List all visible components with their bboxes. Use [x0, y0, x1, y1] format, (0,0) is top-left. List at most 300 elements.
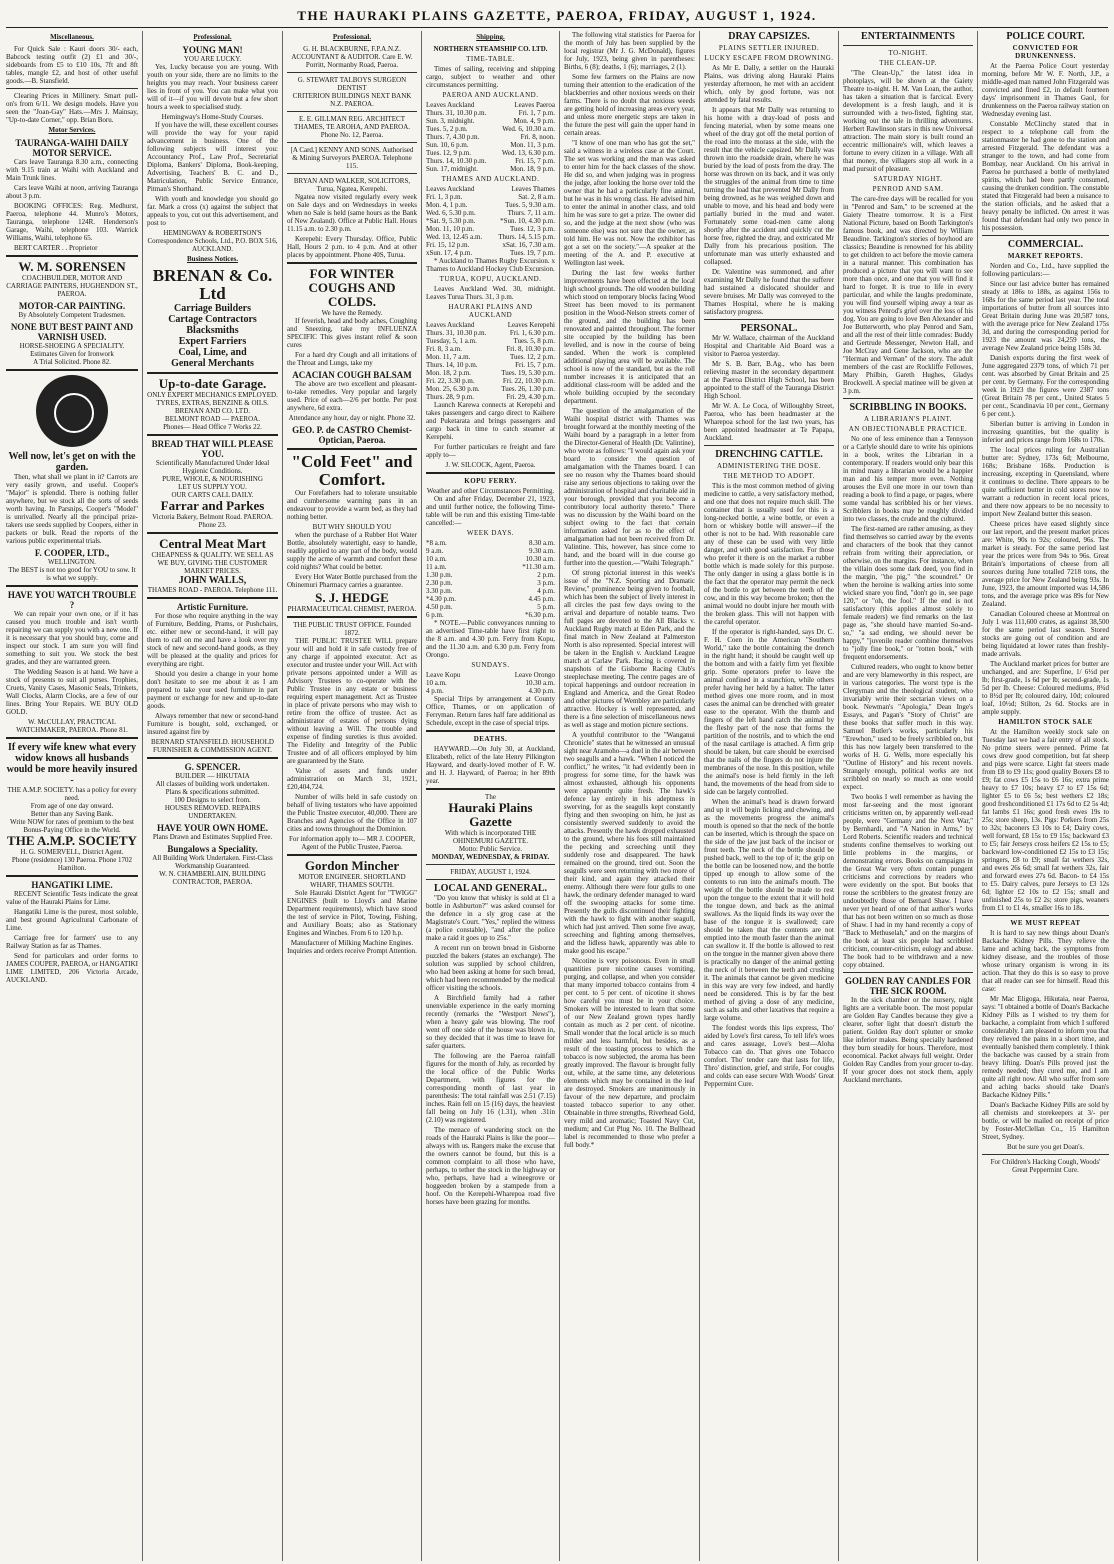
- ad-text: Special Trips by arrangement at County Office, Thames, or on application of Ferryman. Return fares half fare additional as Schedule, except in the case of special trips.: [426, 695, 555, 727]
- timetable-cell: Leaves Paeroa: [514, 101, 555, 109]
- timetable-cell: Tues. 26, 1.30 p.m.: [501, 385, 555, 393]
- ad-text: THAMES ROAD - PAEROA. Telephone 111.: [147, 586, 278, 594]
- ad-title: F. COOPER, LTD.,: [34, 548, 110, 558]
- timetable-cell: Thurs. 28, 9 p.m.: [426, 393, 475, 401]
- article-subhead: PENROD AND SAM.: [872, 185, 944, 193]
- timetable-row: [426, 141, 555, 149]
- ad-title: HANGATIKI LIME.: [31, 880, 113, 890]
- timetable-cell: Thurs. 14, 5.15 p.m.: [498, 233, 555, 241]
- ad-text: Inquiries and orders receive Prompt Attention.: [287, 947, 417, 955]
- ad-text: BUILDER — HIKUTAIA: [175, 772, 250, 780]
- timetable-cell: Tues. 5, 2 p.m.: [426, 125, 468, 133]
- ad-text: For further particulars re freight and fare apply to—: [426, 443, 555, 459]
- ad-text: LET US SUPPLY YOU.: [178, 483, 247, 491]
- timetable-cell: Wed. 13, 6.30 p.m.: [501, 149, 555, 157]
- article-text: For Children's Hacking Cough, Woods' Great Peppermint Cure.: [990, 1158, 1101, 1174]
- ad-text: BUT WHY SHOULD YOU: [312, 523, 392, 531]
- ad-text: PURE, WHOLE, & NOURISHING: [162, 475, 263, 483]
- column-2: [147, 31, 278, 1561]
- article-headline: PERSONAL.: [740, 323, 798, 334]
- ad-text: With youth and knowledge you should go far. Mark a cross (x) against the subject that appeals to you, cut out this advertisement, and post to: [147, 195, 278, 227]
- timetable-cell: *8 a.m.: [426, 539, 447, 547]
- classified-ad: For Quick Sale : Kauri doors 30/- each, Babcock testing outfit (2) £1 and 30/-, sideboards from £5 to £10 10s, 7ft and 8ft tables, mangle £2, and host of other useful goods.—B. Stansfield.: [6, 45, 138, 85]
- timetable-row: [426, 679, 555, 687]
- section-heading: Professional.: [332, 33, 372, 41]
- ad-text: Ngatea now visited regularly every week on Sale days and on Wednesdays in weeks when no Sale is held (same hours as the Bank of New Zealand). Office at Public Hall. Hours 11.15 a.m. to 2.30 p.m.: [287, 193, 417, 233]
- ad-text: MOTOR ENGINEER. SHORTLAND WHARF, THAMES SOUTH.: [298, 873, 406, 889]
- timetable-cell: *6.30 p.m.: [525, 611, 555, 619]
- timetable-cell: 1.30 p.m.: [426, 571, 453, 579]
- timetable-cell: 6 p.m.: [426, 611, 444, 619]
- ad-text: BRENAN AND CO. LTD.: [175, 407, 250, 415]
- article-text: The following vital statistics for Paeroa for the month of July has been supplied by the local registrar (Mr J. G. McDonald), figures for July, 1923, being given in parentheses: Births, 6 (8); deaths, 1 (6); marriages, 2 (1).: [564, 31, 695, 71]
- article-text: Mr S. B. Barr, B.Ag., who has been relieving master in the secondary department at the Paeroa District High School, has been appointed to the staff of the Tauranga District High School.: [704, 360, 834, 400]
- ad-text: TYRES, EXTRAS, BENZINE & OILS.: [156, 399, 269, 407]
- ad-text: * Auckland to Thames Rugby Excursion. x Thames to Auckland Hockey Club Excursion.: [426, 257, 555, 273]
- ad-text: Attendance any hour, day or night. Phone 32.: [288, 414, 416, 422]
- ad-text: Kerepehi: Every Thursday. Office, Public Hall, Hours 2 p.m. to 4 p.m. And at other places by appointment. Phone 40S, Turua.: [287, 235, 417, 259]
- ad-text: Coal, Lime, and: [178, 347, 247, 358]
- section-heading: Motor Services.: [48, 126, 96, 134]
- column-rule: [699, 31, 700, 1561]
- timetable-row: [426, 241, 555, 249]
- article-text: Norden and Co., Ltd., have supplied the following particulars:—: [982, 262, 1109, 278]
- timetable-row: [426, 579, 555, 587]
- timetable-cell: 2 p.m.: [537, 571, 555, 579]
- timetable: [426, 101, 555, 173]
- timetable-cell: Fri. 1, 6.30 p.m.: [509, 329, 555, 337]
- ad-text: W. N. CHAMBERLAIN, BUILDING CONTRACTOR, PAEROA.: [159, 870, 266, 886]
- ad-text: Our Forefathers had to tolerate unsuitable and cumbersome warming pans in an endeavour to provide a warm bed, as they had nothing better.: [287, 489, 417, 521]
- ad-title: NORTHERN STEAMSHIP CO. LTD.: [433, 45, 548, 53]
- ad-text: Cars leave Waihi at noon, arriving Tauranga about 3 p.m.: [6, 184, 138, 200]
- article-text: The first-named are rather amusing, as they find themselves so carried away by the events and characters of the book that they cannot refrain from writing their appreciation, or otherwise, on the margins. For instance, when the villain does some dark deed, you find in the margin, "the pig," "the scoundrel." Or when the heroine is walking arties into some wicked snare you find, "don't go in, see page 120," or "oh, the fool." If the end is not satisfactory (this applies almost solely to female readers) we find remarks on the last page as, "she should have married So-and-so," "a sad ending, we should never be happy," "juvenile reader combine themselves to "jolly fine book," or "rotten book," with frequent endorsements.: [843, 525, 973, 661]
- ad-text: A Trial Solicited. Phone 82.: [33, 358, 111, 366]
- ad-title: Gordon Mincher: [304, 858, 400, 873]
- timetable-row: [426, 149, 555, 157]
- timetable-row: [426, 345, 555, 353]
- ad-text: If you have the will, these excellent courses will provide the way for your rapid advancement in business. One of the following subjects will interest you: Accountancy Prof., Law Prof., Secretarial Diploma, Bankers' Diploma, Book-keeping, Advertising, Teachers' B. C. and D., Matriculation, Public Service Entrance, Pitman's Shorthand.: [147, 121, 278, 193]
- article-text: The local prices ruling for Australian butter are: Sydney, 173s 6d; Melbourne, 168s; Brisbane 168s. Production is increasing, excepting in Queensland, where it continues to decline. There appears to be quite sufficient butter in cold stores now to warrant a reduction in recent local prices, and there now appears to be no necessity to import New Zealand butter this season.: [982, 446, 1109, 518]
- timetable-cell: Tues. 5, 8 p.m.: [513, 337, 555, 345]
- article-subhead: A LIBRARIAN'S PLAINT.: [863, 415, 953, 423]
- ad-text: BERNARD STANSFIELD. HOUSEHOLD FURNISHER & COMMISSION AGENT.: [151, 738, 274, 754]
- column-rule: [977, 31, 978, 1561]
- section-heading: LOCAL AND GENERAL.: [433, 883, 548, 894]
- ad-title: Up-to-date Garage.: [158, 376, 267, 391]
- timetable-row: [426, 249, 555, 257]
- article-headline: ENTERTAINMENTS: [861, 31, 955, 42]
- ad-text: THE PUBLIC TRUSTEE WILL prepare your will and hold it in safe custody free of any charge if appointed executor. Act as executor and trustee under your Will. Act with private persons appointed under a Will as Advisory Trustees to co-operate with the Public Trustee in any estate or business requiring expert management. Act as Trustee in place of private persons who may wish to retire from the office of trustee. Act as administrator of estates of persons dying without leaving a Will. The trouble and expense of finding sureties is thus avoided. The Fidelity and Integrity of the Public Trustee and of all officers employed by him are guaranteed by the State.: [287, 637, 417, 765]
- ad-text: Phone 23.: [198, 521, 227, 529]
- timetable-cell: Fri. 8, noon.: [520, 133, 555, 141]
- ad-text: YOU ARE LUCKY.: [183, 55, 242, 63]
- timetable-row: [426, 165, 555, 173]
- article-text: This is the most common method of giving medicine to cattle, a very satisfactory method, and one that does not require much skill. The container that is usually used for this is a long-necked bottle, a wine bottle, or even a horn or whiskey bottle will answer—if the other is not to be had. With reasonable care any of these can be used with very little danger, and with good satisfaction. For those who prefer it there is on the market a rubber bottle which is made solely for this purpose. The only danger in using a glass bottle is in the fact that the operator may permit the neck of the bottle to get between the teeth of the cow, and in this way become broken; then the animal would no doubt injure her mouth with the broken glass. This will not happen with the careful operator.: [704, 482, 834, 626]
- ad-text: [A Card.] KENNY AND SONS. Authorised & Mining Surveyors PAEROA. Telephone 115.: [290, 146, 414, 170]
- timetable-cell: *Sun. 10, 4.30 p.m.: [500, 217, 555, 225]
- ad-text: BELMONT ROAD — PAEROA.: [165, 415, 260, 423]
- column-3: [287, 31, 417, 1561]
- ad-title: GEO. P. de CASTRO Chemist-Optician, Paeroa.: [292, 425, 412, 445]
- ad-text: G. H. BLACKBURNE, F.P.A.N.Z. ACCOUNTANT & AUDITOR. Care E. W. Porritt, Normanby Road, Paeroa.: [291, 45, 413, 69]
- ad-text: CHEAPNESS & QUALITY. WE SELL AS WE BUY, GIVING THE CUSTOMER MARKET PRICES.: [151, 551, 274, 575]
- timetable-cell: Wed. 6, 10.30 a.m.: [502, 125, 555, 133]
- ad-title: BRENAN & Co. Ltd: [152, 266, 273, 303]
- ad-text: We can repair your own one, or if it has caused you much trouble and isn't worth repairing we can supply you with a new one. If it is necessary that you should buy, come and inspect our stock. I am sure you will find something to suit you. We stock the best grades, and they are warranted green.: [6, 610, 138, 666]
- timetable-row: [426, 201, 555, 209]
- ad-title: Bungalows a Speciality.: [167, 844, 258, 854]
- ad-text: TIME-TABLE.: [466, 55, 515, 63]
- article-subhead: HAMILTON STOCK SALE: [998, 718, 1093, 726]
- ad-text: General Merchants: [171, 358, 254, 369]
- gazette-date: FRIDAY, AUGUST 1, 1924.: [450, 868, 531, 876]
- ad-title: TAURANGA-WAIHI DAILY MOTOR SERVICE.: [15, 138, 129, 158]
- article-text: If the operator is right-handed, says Dr. C. F. H. Coen in the American "Southern World," take the bottle containing the drench in the right hand; it should be caught well up the bottom and with a fairly firm yet flexible grip. Some operators prefer to leave the animal confined in a stanchion, while others prefer having her held by a halter. The latter method gives one more room, and in most cases the animal can be drenched with greater ease to the operator. With the thumb and fingers of the left hand catch the animal by the fleshy part of the nose that forms the partition of the nostrils, and to which the end of the nasal cartilage is attached. A firm grip should be taken, but care should be exercised that the nails of the fingers do not injure the membranes of the nose. In this position, while the animal's nose is held firmly in the left hand, the movements of the head from side to side can be largely controlled.: [704, 628, 834, 796]
- ad-text: Weather and other Circumstances Permitting.: [426, 487, 555, 495]
- column-4: [426, 31, 555, 1561]
- notice-text: HAYWARD.—On July 30, at Auckland, Elizabeth, relict of the late Henry Pilkington Hayward, and dearly-loved mother of F. W. and H. J. Hayward, of Paeroa; in her 89th year.: [426, 745, 555, 785]
- article-headline: POLICE COURT.: [1006, 31, 1085, 42]
- timetable-row: [426, 587, 555, 595]
- timetable-cell: Leaves Thames: [511, 185, 555, 193]
- timetable-cell: Mon. 25, 6.30 p.m.: [426, 385, 480, 393]
- timetable: [426, 321, 555, 401]
- timetable-cell: 11 a.m.: [426, 563, 447, 571]
- ad-text: HOUSES REMOVED. REPAIRS UNDERTAKEN.: [164, 804, 261, 820]
- timetable-cell: Sun. 3, midnight.: [426, 117, 475, 125]
- article-text: No one of less eminence than a Tennyson or a Carlyle should dare to write his opinions in a book, writes the Librarian in a contemporary. If readers would only bear this in mind many a librarian would be a happier man and his temper more even. Nothing arouses the Evil one more in our town than reading a book to find a page, or pages, where some vandal has scribbled his or her views. Scribblers in books may be roughly divided into two classes, the crude and the cultured.: [843, 435, 973, 523]
- ad-text: Carriage Builders: [174, 303, 251, 314]
- article-subhead: CONVICTED FOR DRUNKENNESS.: [1012, 44, 1079, 60]
- ad-title: KOPU FERRY.: [464, 477, 517, 485]
- ad-text: Estimates Given for Ironwork: [30, 350, 114, 358]
- timetable-cell: Fri. 1, 7 p.m.: [518, 109, 555, 117]
- timetable-row: [426, 133, 555, 141]
- timetable-cell: Leave Orongo: [514, 671, 555, 679]
- ad-text: Phone (residence) 130 Paeroa. Phone 1702 Hamilton.: [11, 856, 133, 872]
- ad-text: BERT CARTER . . Proprietor: [14, 244, 98, 252]
- timetable-cell: Wed. 13, 12.45 a.m.: [426, 233, 483, 241]
- timetable-row: [426, 193, 555, 201]
- column-1: [6, 31, 138, 1561]
- timetable-cell: Tues. 19, 7 p.m.: [509, 249, 555, 257]
- timetable-cell: Thurs. 31, 10.30 p.m.: [426, 329, 487, 337]
- ad-text: * NOTE.—Public conveyances running to an advertised Time-table have first right to the 8 a.m. and 4.30 p.m. Ferry from Kopu, and the 11.30 a.m. and 6.30 p.m. Ferry from Orongo.: [426, 619, 555, 659]
- timetable-row: [426, 555, 555, 563]
- column-5: [564, 31, 695, 1561]
- column-rule: [282, 31, 283, 1561]
- timetable-cell: Fri. 29, 4.30 p.m.: [506, 393, 555, 401]
- article-text: "The Clean-Up," the latest idea in photoplays, will be shown at the Gaiety Theatre to-night. H. M. Van Loan, the author, has taken a situation that is farcical. Every development is a fresh laugh, and it is surrounded with a two-fisted, fighting star, working out the tale in thrilling adventures. Herbert Rawlinson stars in this new Universal attraction. The main story is built round an eccentric millionaire's will, which leaves a fortune to every citizen in a village. With all that money, the villagers stop all work in a mad pursuit of pleasure.: [843, 69, 973, 173]
- article-subhead: TO-NIGHT.: [888, 49, 928, 57]
- article-subhead: PLAINS SETTLER INJURED.: [718, 44, 820, 52]
- article-headline: WE MUST REPEAT: [1010, 919, 1081, 927]
- article-text: Siberian butter is arriving in London in increasing quantities, but the quality is inferior and prices range from 168s to 170s.: [982, 420, 1109, 444]
- column-6: [704, 31, 834, 1561]
- ad-title: HAVE YOUR OWN HOME.: [156, 823, 268, 833]
- ad-text: ONLY EXPERT MECHANICS EMPLOYED.: [147, 391, 278, 399]
- article-text: Danish exports during the first week of June aggregated 2379 tons, of which 71 per cent. was absorbed by Great Britain and 25 per cent. by Germany. For the corresponding week in 1923 the figures were 2387 tons (Great Britain 78 per cent., United States 5 per cent., Scandinavia 10 per cent., Germany 6 per cent.).: [982, 354, 1109, 418]
- ad-text: G. STEWART TALBOYS SURGEON DENTIST: [297, 76, 407, 92]
- timetable-cell: Wed. 6, 5.30 p.m.: [426, 209, 476, 217]
- ad-title: G. SPENCER.: [184, 762, 241, 772]
- ad-text: Launch Karewa connects at Kerepehi and takes passengers and cargo direct to Kaihere and Puketarata and brings passengers and cargo back in time to catch steamer at Kerepehi.: [426, 401, 555, 441]
- timetable-row: [426, 385, 555, 393]
- article-subhead: SATURDAY NIGHT.: [873, 175, 943, 183]
- timetable-cell: Fri. 1, 3 p.m.: [426, 193, 463, 201]
- ad-text: Cars leave Tauranga 8.30 a.m., connecting with 9.15 train at Waihi with Auckland and Main Trunk lines.: [6, 158, 138, 182]
- ad-title: Central Meat Mart: [159, 536, 266, 551]
- ad-text: BOOKING OFFICES: Reg. Medhurst, Paeroa, telephone 44. Munro's Motors, Tauranga, telephone 124R. Henderson's Garage, Waihi, telephone 103. Warrick Williams, Waihi, telephone 65.: [6, 202, 138, 242]
- ad-text: Carriage free for farmers' use to any Railway Station as far as Thames.: [6, 934, 138, 950]
- timetable-cell: Fri. 15, 7 p.m.: [515, 157, 555, 165]
- timetable-cell: Sun. 10, 6 p.m.: [426, 141, 469, 149]
- ad-text: Write NOW for rates of premium to the best Bonus-Paying Office in the World.: [10, 818, 134, 834]
- article-subhead: MARKET REPORTS.: [1007, 252, 1084, 260]
- timetable-row: [426, 595, 555, 603]
- timetable-row: [426, 377, 555, 385]
- ad-text: Always remember that new or second-hand Furniture is bought, sold, exchanged, or insured against fire by: [147, 712, 278, 736]
- timetable-cell: Mon. 11, 10 p.m.: [426, 225, 475, 233]
- article-text: Dr. Valentine was summoned, and after examining Mr Dally he found that the sufferer had sustained a dislocated shoulder and severe bruises. Mr Dally was conveyed to the Thames Hospital, where he is making satisfactory progress.: [704, 268, 834, 316]
- timetable-cell: 10.30 a.m.: [525, 679, 555, 687]
- timetable-row: [426, 321, 555, 329]
- ad-text: Plans Drawn and Estimates Supplied Free.: [152, 833, 273, 841]
- article-text: Nicotine is very poisonous. Even in small quantities pure nicotine causes vomiting, purging, and collapse, and when you consider that many imported tobacco contains from 4 per cent. to 5 per cent. of nicotine it shows how careful you must be in your choice. Smokers will be interested to learn that some of our New Zealand grown types hardly contain as much as 2 per cent. of nicotine. Small wonder that the local article is so much milder and less harmful, but besides, as a result of the toasting process to which the tobacco is now subjected, the aroma has been greatly improved. The flavour is brought fully out, while, at the same time, any deleterious elements which may be contained in the leaf are destroyed. Smokers are unanimously in favour of the new departure, and proclaim toasted tobacco superior to any other. Obtainable in three strengths, Riverhead Gold, very mild and aromatic; Toasted Navy Cut, medium; and Cut Plug No. 10. The Bullhead label is recommended to those who prefer a full body.*: [564, 957, 695, 1149]
- article-text: Mr Mac Eligoga, Hikutaia, near Paeroa, says: "I obtained a bottle of Doan's Backache Kidney Pills as I wished to try them for backache, a complaint from which I suffered considerably. I am pleased to inform you that they relieved the pains in a short time, and eventually banished them completely. I think the backache was caused by a strain from heavy lifting. Doan's Pills proved just the remedy needed; they cured me, and I am quite all right now. All who suffer from sore and aching backs should take Doan's Backache Kidney Pills.": [982, 995, 1109, 1099]
- timetable-cell: Leaves Auckland: [426, 321, 475, 329]
- column-7: [843, 31, 973, 1561]
- timetable-row: [426, 687, 555, 695]
- timetable-cell: 10 a.m.: [426, 555, 447, 563]
- timetable-cell: 10 a.m.: [426, 679, 447, 687]
- timetable-cell: Leaves Kerepehi: [507, 321, 555, 329]
- article-text: Cultured readers, who ought to know better and are very blameworthy in this respect, are in various categories. The worst type is the Clergyman and the theological student, who invariably write their sectarian views on a book. Newman's "Apologia," Dean Inge's Essays, and Pagan's "Story of Christ" are these books that suffer much in this way. Samuel Butler's works, particularly his "Erewhon," used to be freely scribbled on, but this has now largely been transferred to the works of H. G. Wells, more especially his "Outline of History" and his recent novels. Strangely enough, political works are not scribbled on nearly so much as one would expect.: [843, 663, 973, 791]
- ad-title: "Cold Feet" and Comfort.: [291, 452, 413, 489]
- timetable-row: [426, 185, 555, 193]
- timetable-row: [426, 671, 555, 679]
- column-8: [982, 31, 1109, 1561]
- ad-text: H. G. SOMERVELL, District Agent.: [20, 848, 124, 856]
- timetable-cell: Thurs. 7, 11 a.m.: [507, 209, 555, 217]
- timetable-heading: SUNDAYS.: [471, 661, 510, 669]
- section-heading: DEATHS.: [473, 735, 508, 743]
- timetable-cell: 4.30 p.m.: [528, 687, 555, 695]
- timetable-row: [426, 125, 555, 133]
- ad-title: HAVE YOU WATCH TROUBLE ?: [7, 590, 137, 610]
- column-rule: [559, 31, 560, 1561]
- timetable-cell: Leaves Auckland: [426, 101, 475, 109]
- timetable-cell: Fri. 22, 3.30 p.m.: [426, 377, 475, 385]
- ad-title: W. M. SORENSEN: [18, 259, 126, 274]
- ad-text: when the purchase of a Rubber Hot Water Bottle, absolutely watertight, easy to handle, readily applied to any part of the body, would supply the acme of warmth and comfort these cold nights? What could be better.: [287, 531, 417, 571]
- article-text: But be sure you get Doan's.: [1006, 1143, 1085, 1151]
- timetable-row: [426, 117, 555, 125]
- timetable: [426, 671, 555, 695]
- cooper-seeds-logo: [36, 375, 108, 447]
- timetable-cell: Thurs. 31, 10.30 p.m.: [426, 109, 487, 117]
- ad-text: COACHBUILDER, MOTOR AND CARRIAGE PAINTERS, HUGHENDON ST., PAEROA.: [6, 274, 138, 298]
- article-headline: SCRIBBLING IN BOOKS.: [849, 402, 967, 413]
- ad-text: Then, what shall we plant in it? Carrots are very easily grown, and useful. Cooper's "Major" is splendid. There is nothing fuller anywhere, but we stock all the sorts of seeds worth having. In Parsnips, Cooper's "Model" is unrivalled. Nearly all the principal prize-takers use seeds supplied by Coopers, either in packets or bulk. Read the reports of the various public experimental trials.: [6, 473, 138, 545]
- classified-ad: Clearing Prices in Millinery. Smart pull-on's from 6/11. We design models. Have you seen the "Joan-Gay" Hats.—Mrs J. Mainsay, "Up-to-date Corner," opp. Brian Boru.: [6, 92, 138, 124]
- timetable-cell: Tues. 12, 9 p.m.: [426, 149, 472, 157]
- ad-title: S. J. HEDGE: [315, 590, 389, 605]
- timetable-cell: Mon. 4, 1 p.m.: [426, 201, 468, 209]
- timetable-cell: 4.50 p.m.: [426, 603, 453, 611]
- timetable-cell: 2.30 p.m.: [426, 579, 453, 587]
- article-text: Doan's Backache Kidney Pills are sold by all chemists and storekeepers at 3/- per bottle, or will be mailed on receipt of price by Foster-McClellan Co., 15 Hamilton Street, Sydney.: [982, 1101, 1109, 1141]
- timetable-row: [426, 393, 555, 401]
- article-text: Constable McClinchy stated that in respect to a telephone call from the stationmaster he had gone to the station and arrested Fitzgerald. The defendant was a stranger to the town, and had come from Bombay, near Auckland. On his arrival in Paeroa he purchased a bottle of methylated spirits, which had been partly consumed, causing the drunken condition. The constable stated that Fitzgerald had been a nuisance to the station officials, and he asked that a heavy penalty be inflicted. On arrest it was found that defendant had only two pence in his possession.: [982, 120, 1109, 232]
- timetable-row: [426, 209, 555, 217]
- article-text: The following are the Paeroa rainfall figures for the month of July, as recorded by the local office of the Public Works Department, with figures for the corresponding month of last year in parenthesis: The total rainfall was 2.51 (7.15) inches. Rain fell on 15 (16) days, the heaviest fall being on July 16 (1.31), when .31in (2.10) was registered.: [426, 1052, 555, 1124]
- timetable-cell: 9 a.m.: [426, 547, 444, 555]
- ad-text: Times of sailing, receiving and shipping cargo, subject to weather and other circumstances permitting.: [426, 65, 555, 89]
- timetable-cell: xSat. 16, 7.30 a.m.: [502, 241, 555, 249]
- article-text: When the animal's head is drawn forward and up it will begin licking and chewing, and as the movements progress the animal's mouth is opened so that the neck of the bottle can be inserted, which is through the space on the side of the jaw just back of the incisor or front teeth. The neck of the bottle should be pushed back, well to the top of it; the grip on the bottle can be loosened now, and the bottle tipped up enough to allow some of the contents to run into the animal's mouth. The weight of the bottle should be made to rest upon the tongue to the extent that it will hold the tongue down, and back as the animal swallows. As the liquid finds its way over the base of the tongue it is swallowed; care should be taken that the contents are not emptied into the mouth faster than the animal can swallow it. If the bottle is allowed to rest on the tongue in the manner given above there is practically no danger of the animal getting the neck of it between the teeth and crushing it. The animals that cannot be given medicine in this way are very few indeed, and hardly need be considered. This is by far the best method of giving a dose of any medicine, such as salts and other laxatives that require a large volume.: [704, 798, 834, 1022]
- ad-text: The above are two excellent and pleasant-to-take remedies. Very popular and largely used. Price of each—2/6 per bottle. Per post anywhere, 6d extra.: [287, 380, 417, 412]
- timetable-cell: Mon. 18, 2 p.m.: [426, 369, 471, 377]
- article-text: The Auckland market prices for butter are unchanged, and are: Superfine, 1/ 6½d per lb; first-grade, 1s 6d per lb; second-grade, 1s 5d per lb. Cheese: Coloured mediums, 8¾d to 8½d per lb; coloured dairy, 10d; coloured loaf, 10½d; Stilton, 2s 6d. Stocks are in ample supply.: [982, 660, 1109, 716]
- timetable-cell: 5 p.m.: [537, 603, 555, 611]
- ad-text: Send for particulars and order forms to JAMES COUPER, PAEROA, or HANGATIKI LIME LIMITED, 206 Victoria Arcade, AUCKLAND.: [6, 952, 138, 984]
- ad-title: Farrar and Parkes: [160, 498, 265, 513]
- ad-text: All classes of building work undertaken.: [155, 780, 270, 788]
- timetable-cell: 4.45 p.m.: [528, 595, 555, 603]
- ad-text: Victoria Bakery, Belmont Road. PAEROA.: [152, 513, 273, 521]
- section-heading: Miscellaneous.: [50, 33, 94, 41]
- timetable-cell: Tuesday, 5, 1 a.m.: [426, 337, 477, 345]
- timetable-heading: WEEK DAYS.: [466, 529, 515, 537]
- article-text: It appears that Mr Dally was returning to his home with a dray-load of posts and fencing material, when by some means one wheel of the dray got off the metal portion of the road into the morass at the side, with the result that the vehicle capsized. Mr Dally was thrown into the roadside drain, where he was buried by the load of posts from the dray. The horse was thrown on its back, and it was only the struggles of the animal from time to time turning the load that prevented Mr Dally from being drowned, as he was weighed down and unable to move, and his head and body were partially buried in the mud and water. Fortunately some road-men came along shortly after the accident and quickly cut the horse free, righted the dray, and extricated Mr Dally from his precarious position. The unfortunate man was utterly exhausted and collapsed.: [704, 106, 834, 266]
- ad-text: RECENT Scientific Tests indicate the great value of the Hauraki Plains for Lime.: [6, 890, 138, 906]
- timetable-cell: Tues. 12, 2 p.m.: [509, 353, 555, 361]
- timetable-row: [426, 233, 555, 241]
- ad-text: For those who require anything in the way of Furniture, Bedding, Prams, or Pushchairs, etc. either new or second-hand, it will pay them to call on me and have a look over my stock of new and second-hand goods, as they will be pleased at the quality and prices for everything are right.: [147, 612, 278, 668]
- timetable-cell: *4.30 p.m.: [426, 595, 456, 603]
- article-text: Canadian Coloured cheese at Montreal on July 1 was 111,600 crates, as against 38,500 for the same period last season. Stored stocks are going out of condition and are being liquidated at lower rates than freshly-made arrivals.: [982, 610, 1109, 658]
- ad-text: By Absolutely Competent Tradesmen.: [18, 311, 126, 319]
- timetable-cell: Mon. 18, 9 p.m.: [510, 165, 555, 173]
- timetable-cell: 3 p.m.: [537, 579, 555, 587]
- ad-text: ACACIAN COUGH BALSAM: [292, 370, 412, 380]
- ad-text: CRITERION BUILDINGS NEXT BANK N.Z. PAEROA.: [292, 92, 412, 108]
- timetable-row: [426, 361, 555, 369]
- article-subhead: LUCKY ESCAPE FROM DROWNING.: [704, 54, 834, 62]
- timetable-row: [426, 369, 555, 377]
- timetable-row: [426, 217, 555, 225]
- article-text: The care-free days will be recalled for you in "Penrod and Sam," to be screened at the Gaiety Theatre tomorrow. It is a First National Picture, based on Booth Tarkington's famous book, and was directed by William Beaudine. Tarkington's stories of boyhood are classics; Beaudine is renowned for his ability to get children to act before the movie camera in a natural manner. This combination has produced a picture that you will want to see more than once, and one that you will find it hard to forget. It is true to life in every particular, and while the laughs predominate, you will find yourself wiping away a tear as you witness Penrod's grief over the loss of his dog. You are going to love Ben Alexander and Joe Butterworth, who play Penrod and Sam, and all the rest of their little comrades: Buddy and Gertrude Messenger, Newton Hall, and Joe McCray and Gene Jackson, who are the "Herman and Verman" of the story. The adult members of the cast are Rockliffe Fellowes, Mary Philbin, Gareth Hughes, Gladys Brockwell. A special matinee will be given at 3 p.m.: [843, 195, 973, 395]
- timetable-cell: Tues. 5, 9.30 a.m.: [505, 201, 555, 209]
- article-text: Of strong pictorial interest in this week's issue of the "N.Z. Sporting and Dramatic Review," prominence being given to football, which has been the subject of lively interest in all circles the past few days owing to the arrival and departure of notable teams. Two full pages are devoted to the All Blacks v. Auckland Rugby match at Eden Park, and the final match in New Zealand at Palmerston North is also represented. Special interest will be taken in the English v. Auckland League match at Carlaw Park. Racing is covered in snapshots of the Gisborne Racing Club's steeplechase meeting. The centre pages are of topical happenings and outdoor recreation in England and America, and the Great Rodeo and other pictures of Wembley are particularly attractive. Hockey is well represented, and there is a fine selection of miscellaneous news as well as stage and motion picture sections.: [564, 569, 695, 729]
- ad-text: JOHN WALLS,: [178, 575, 247, 586]
- article-text: Two books I well remember as having the most far-seeing and the most ignorant criticisms written on, by apparently well-read people, were "Germany and the Next War," by Bernhardi, and "A Nation in Arms," by Lord Roberts. Scientific readers and technical students confine themselves to working out little problems in the margins, or demonstrating errors. Books on campaigns in the Great War very often contain pungent criticisms and corrections by readers who were evidently on the spot. But books that rouse the scribblers to the greatest frenzy are undoubtedly those of Bernard Shaw. I have never yet heard of one of that author's works that has not been written on so much as those of Shaw. I had in my hand recently a copy of "Back to Methuselah," and on the margins of the book at least six people had scribbled criticism, counter-criticism, eulogy and abuse. The book had to be withdrawn and a new copy obtained.: [843, 793, 973, 969]
- ad-text: The Wedding Season is at hand. We have a stock of presents to suit all purses. Trophies, Cruets, Vanity Cases, Masonic Seals, Trinkets, Wall Clocks, Alarm Clocks, are a few of our lines. Bring Your Repairs. WE BUY OLD GOLD.: [6, 668, 138, 716]
- masthead: THE HAURAKI PLAINS GAZETTE, PAEROA, FRIDAY, AUGUST 1, 1924.: [297, 8, 817, 23]
- masthead-rule: [6, 27, 1108, 28]
- article-text: During the last few weeks further improvements have been effected at the local high school grounds. The old wooden building which stood on temporary blocks facing Wood Street has been moved to its permanent position in the Wood-Nelson streets corner of the ground, and the building has been renovated and painted throughout. The former site occupied by the building has been levelled, and is now in the course of being sanded. When the work is completed additional playing area will be available. The school is now of the standard, but as the roll number increases it is anticipated that an additional class-room will be added and the whole building occupied by the secondary department.: [564, 269, 695, 405]
- article-text: At the Hamilton weekly stock sale on Tuesday last we had a fair entry of all stock. No prime steers were penned. Prime fat cows drew good competition, but fat sheep and pigs were scarce. Light fat steers made from £8 to £9 11s; good quality Boxers £8 to £9; fat cows £5 15s to £6 16s; extra prime heavy to £7 10s; heavy £7 to £7 15s 6d; lighter £5 to £6 5s; best wethers £2 18s; good freshconditioned £1 17s 6d to £2 5s 4d; fat lambs £1 16s; good fresh ewes 19s to 25s; store sheep, 13s. Pigs: Porkers from 25s to 32s; baconers £3 10s to £4; Dairy cows, well forward, £8 15s to £9 15s; backward £3 to £5; fair Jerseys cross heifers £2 15s to £5; backward low-conditioned £2 15s to £3 15s; springers, £8 to £9; small fat wethers 32s, and ewes 26s 6d; small fat wethers 32s, fair and forward ewes 27s 6d. Bacon- to £4 15s to £5. Dairy calves, pure Jerseys to £3 12s 6d; lighter £2 10s to £2 15s; small and unfinished 25s to £2 2s; store pigs, weaners from £1 to £1 4s, smaller 16s to 18s.: [982, 728, 1109, 912]
- ad-text: Manufacturer of Milking Machine Engines.: [290, 939, 414, 947]
- timetable-cell: Fri. 15, 7 p.m.: [515, 361, 555, 369]
- article-text: Since our last advice butter has remained steady at 186s to 188s, as against 156s to 168s for the same period last year. The total importations of butter from all sources into Great Britain during June was 20,587 tons, with the average price for New Zealand 175s 3d, and during the corresponding period for 1923 the amount was 24,259 tons, the average New Zealand price being 158s 3d.: [982, 280, 1109, 352]
- ad-title: Well now, let's get on with the garden.: [8, 451, 136, 473]
- article-subhead: THE METHOD TO ADOPT.: [722, 472, 816, 480]
- timetable-cell: Thurs. 14, 10 p.m.: [426, 361, 478, 369]
- timetable-row: [426, 353, 555, 361]
- ad-text: Expert Farriers: [178, 336, 247, 347]
- article-text: A Birchfield family had a rather unenviable experience in the early morning recently (remarks the "Westport News"), when a heavy gale was blowing. The roof went off one side of the house was blown in, so they decided that it was time to leave for safer quarters.: [426, 994, 555, 1050]
- article-subhead: ADMINISTERING THE DOSE.: [716, 462, 822, 470]
- timetable-cell: Thurs. 14, 10.30 p.m.: [426, 157, 487, 165]
- timetable-cell: 10.30 a.m.: [525, 555, 555, 563]
- ad-text: Blacksmiths: [186, 325, 239, 336]
- article-headline: DRENCHING CATTLE.: [715, 449, 823, 460]
- timetable-heading: PAEROA AND AUCKLAND.: [442, 91, 539, 99]
- timetable-row: [426, 539, 555, 547]
- ad-text: On and after Friday, December 21, 1923, and until further notice, the following Time-table will be run and this existing Time-table cancelled:—: [426, 495, 555, 527]
- ad-text: HORSE-SHOEING A SPECIALITY.: [19, 342, 125, 350]
- timetable-cell: xSun. 17, 4 p.m.: [426, 249, 473, 257]
- timetable-cell: Mon. 11, 7 a.m.: [426, 353, 471, 361]
- timetable-cell: Tues. 12, 3 p.m.: [509, 225, 555, 233]
- gazette-motto: Motto: Public Service.: [458, 845, 523, 853]
- ad-text: Value of assets and funds under administration on March 31, 1921, £20,404,724.: [287, 767, 417, 791]
- ad-text: We have the Remedy.: [321, 309, 383, 317]
- ad-text: Leaves Auckland Wed. 30, midnight. Leaves Turua Thurs. 31, 3 p.m.: [426, 285, 555, 301]
- gazette-sub: With which is incorporated THE OHINEMURI GAZETTE.: [444, 829, 537, 845]
- ad-title: THE PUBLIC TRUST OFFICE. Founded 1872.: [293, 621, 411, 637]
- section-heading: Shipping.: [476, 33, 505, 41]
- article-text: At the Paeroa Police Court yesterday morning, before Mr W. F. North, J.P., a middle-aged man named John Fitzgerald was convicted and fined £2, in default fourteen days' imprisonment in Thames Gaol, for drunkenness on the Paeroa railway station on Wednesday evening last.: [982, 62, 1109, 118]
- ad-text: Plans & specifications submitted.: [165, 788, 260, 796]
- ad-text: The BEST is not too good for YOU to sow. It is what we supply.: [8, 566, 136, 582]
- timetable-cell: Thurs. 7, 4.30 p.m.: [426, 133, 480, 141]
- ad-text: NONE BUT BEST PAINT AND VARNISH USED.: [10, 322, 134, 342]
- article-text: Some few farmers on the Plains are now turning their attention to the eradication of the blackberries and other noxious weeds on their farms. There is no doubt that noxious weeds are getting hold of increasing areas every year, and unless more energetic steps are taken in the future the pest will gain the upper hand in certain areas.: [564, 73, 695, 137]
- ad-text: WELLINGTON.: [48, 558, 96, 566]
- timetable-cell: 4 p.m.: [426, 687, 444, 695]
- ad-title: If every wife knew what every widow knows all husbands would be more heavily insured -: [6, 742, 138, 786]
- ad-title: Artistic Furniture.: [176, 602, 249, 612]
- timetable-cell: Fri. 8, 3 a.m.: [426, 345, 462, 353]
- timetable-row: [426, 109, 555, 117]
- ad-text: Scientifically Manufactured Under Ideal Hygienic Conditions.: [155, 459, 270, 475]
- article-text: Mr W. A. Le Coca, of Willoughby Street, Paeroa, who has been headmaster at the Wharepoa school for the last two years, has been appointed headmaster at Te Papapa, Auckland.: [704, 402, 834, 442]
- article-text: The fondest words this lips express, Tho' aided by Love's first caress, To tell life's woes and cares assuage, Love's best—Aloha Tobacco can do. That gives one Tobacco comfort. Tho' tender care that lasts for life, Thro' distinction, grief, and strife, For coughs and colds can ease secure With Woods' Great Peppermint Cure.: [704, 1024, 834, 1088]
- column-rule: [142, 31, 143, 1561]
- ad-text: Sole Hauraki District Agent for "TWIGG" ENGINES (built to Lloyd's and Marine Department requirements), which have stood the test of service in Pilot, Towing, Fishing, and Auxiliary Boats; also as Stationary Engines and Winches. From 6 to 120 h.p.: [287, 889, 417, 937]
- timetable-cell: Fri. 15, 12 p.m.: [426, 241, 470, 249]
- section-heading: Business Notices.: [187, 255, 238, 263]
- ad-text: Hemingway's Home-Study Courses.: [161, 113, 264, 121]
- article-headline: GOLDEN RAY CANDLES FOR THE SICK ROOM.: [844, 976, 972, 996]
- article-text: In the sick chamber or the nursery, night lights are a veritable boon. The most popular are Golden Ray Candles because they give a clearer, softer light that doesn't disturb the patient. Golden Ray don't splutter or smoke like inferior makes. Being specially hardened they burn steadily for hours. Therefore, most economical. Packet always full weight. Order Golden Ray Candles from your grocer to-day. If your grocer does not stock them, apply Auckland merchants.: [843, 996, 973, 1084]
- ad-text: For information apply to— MR J. COOPER, Agent of the Public Trustee, Paeroa.: [288, 835, 415, 851]
- ad-text: Better than any Saving Bank.: [30, 810, 114, 818]
- article-text: "Do you know that whisky is sold at £1 a bottle in Ashburton?" was asked counsel for the defence in a sly grog case at the Magistrate's Court. "Yes," replied the witness (a police constable), "and after the police make a raid it goes up to 25s.": [426, 894, 555, 942]
- timetable-cell: 4 p.m.: [537, 587, 555, 595]
- ad-text: W. McCULLAY, PRACTICAL WATCHMAKER, PAEROA. Phone 81.: [16, 718, 128, 734]
- ad-text: Hangatiki Lime is the purest, most soluble, and best ground Agricultural Carbonate of Lime.: [6, 908, 138, 932]
- column-rule: [838, 31, 839, 1561]
- article-text: Cheese prices have eased slightly since our last report, and the present market prices are: White, 90s to 92s; coloured, 96s. The market is steady. For the same period last year the prices were from 94s to 96s. Great Britain's importations of cheese from all sources during June totalled 7218 tons, the average price for New Zealand being 93s. In June, 1923, the amount imported was 14,586 tons, and the average price was 89s for New Zealand.: [982, 520, 1109, 608]
- article-text: The menace of wandering stock on the roads of the Hauraki Plains is like the poor—always with us. Rangers make the excuse that the owners cannot be found, but this is a common complaint to all those who have, perhaps, to tether the stock in the highway or who, perhaps, have had a wineegrove or hoggeeden broken by a stampede from a hoof. On the Kerepehi-Wharepoa road five horses have been grazing for months.: [426, 1126, 555, 1206]
- timetable: [426, 539, 555, 619]
- timetable-cell: Mon. 4, 9 p.m.: [513, 117, 555, 125]
